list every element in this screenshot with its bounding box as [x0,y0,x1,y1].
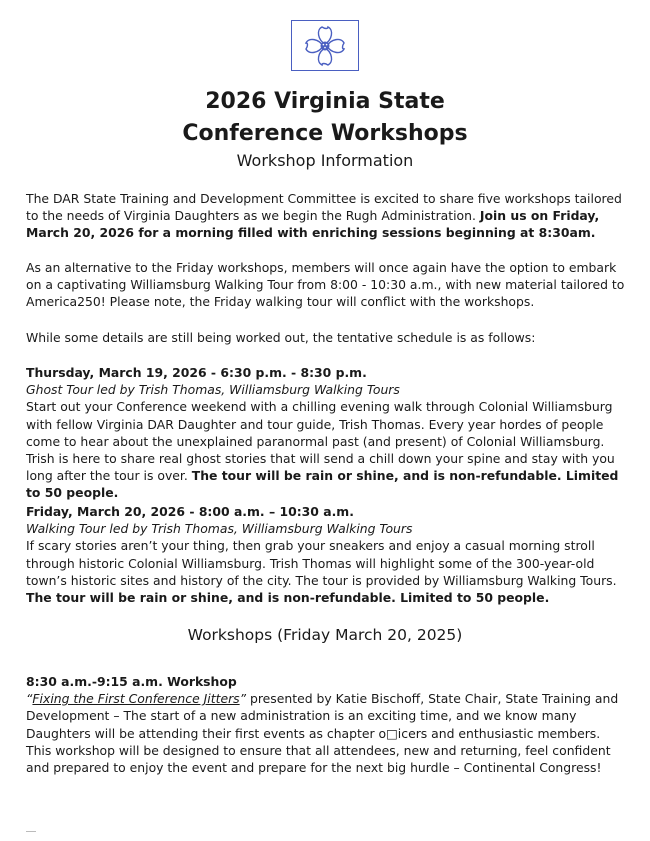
page-subtitle: Workshop Information [236,151,414,170]
event-subheading: Ghost Tour led by Trish Thomas, Williamsburg Walking Tours [26,382,400,398]
event-description: If scary stories aren’t your thing, then grab your sneakers and enjoy a casual morning stroll through historic Colonial Williamsburg. Trish Thomas will highlight some of the 300-year-old town’s historic sites and history of the city. The tour is provided by Williamsburg Walking Tours. [26,538,617,588]
event-ghost-tour [26,364,626,502]
intro-paragraph-2: As an alternative to the Friday workshops, members will once again have the option to embark on a captivating Williamsburg Walking Tour from 8:00 - 10:30 a.m., with new material tailored to America250! Please note, the Friday walking tour will conflict with the workshops. [26,260,625,310]
page-footer-mark [26,831,36,832]
intro-paragraph-3: While some details are still being worked out, the tentative schedule is as follows: [26,330,536,345]
page-title-line-1: 2026 Virginia State [205,89,445,114]
workshop-item [26,673,626,776]
workshop-time: 8:30 a.m.-9:15 a.m. Workshop [26,674,237,689]
event-walking-tour [26,503,626,606]
workshops-heading: Workshops (Friday March 20, 2025) [187,626,463,644]
dogwood-flower-icon [300,24,350,68]
event-description: Start out your Conference weekend with a chilling evening walk through Colonial Williamsburg with fellow Virginia DAR Daughter and tour guide, Trish Thomas. Every year hordes of people come to hear about the unexplained paranormal past (and present) of Colonial Williamsburg. Trish is here to share real ghost stories that will send a chill down your spine and stay with you long after the tour is over. [26,399,615,484]
intro-paragraph-1 [26,190,626,242]
event-heading: Friday, March 20, 2026 - 8:00 a.m. – 10:30 a.m. [26,504,354,519]
page-title-line-2: Conference Workshops [182,121,468,146]
workshop-close-quote: ” [239,691,247,707]
dar-logo [291,20,359,71]
intro-paragraph-1-text: The DAR State Training and Development Committee is excited to share five workshops tailored to the needs of Virginia Daughters as we begin the Rugh Administration. [26,191,622,224]
event-notice: The tour will be rain or shine, and is non-refundable. Limited to 50 people. [26,590,550,606]
workshop-open-quote: “ [26,691,33,707]
intro-paragraph-1-bold: Join us on Friday, March 20, 2026 for a morning filled with enriching sessions beginning at 8:30am. [26,208,600,241]
workshop-description: presented by Katie Bischoff, State Chair, State Training and Development – The start of a new administration is an exciting time, and we know many Daughters will be attending their first events as chapter o□icers and enthusiastic members. This workshop will be designed to ensure that all attendees, new and returning, feel confident and prepared to enjoy the event and prepare for the next big hurdle – Continental Congress! [26,691,619,776]
workshop-title: Fixing the First Conference Jitters [32,691,240,707]
event-notice: The tour will be rain or shine, and is non-refundable. Limited to 50 people. [26,468,619,501]
event-heading: Thursday, March 19, 2026 - 6:30 p.m. - 8:30 p.m. [26,365,367,380]
event-subheading: Walking Tour led by Trish Thomas, Williamsburg Walking Tours [26,521,413,537]
